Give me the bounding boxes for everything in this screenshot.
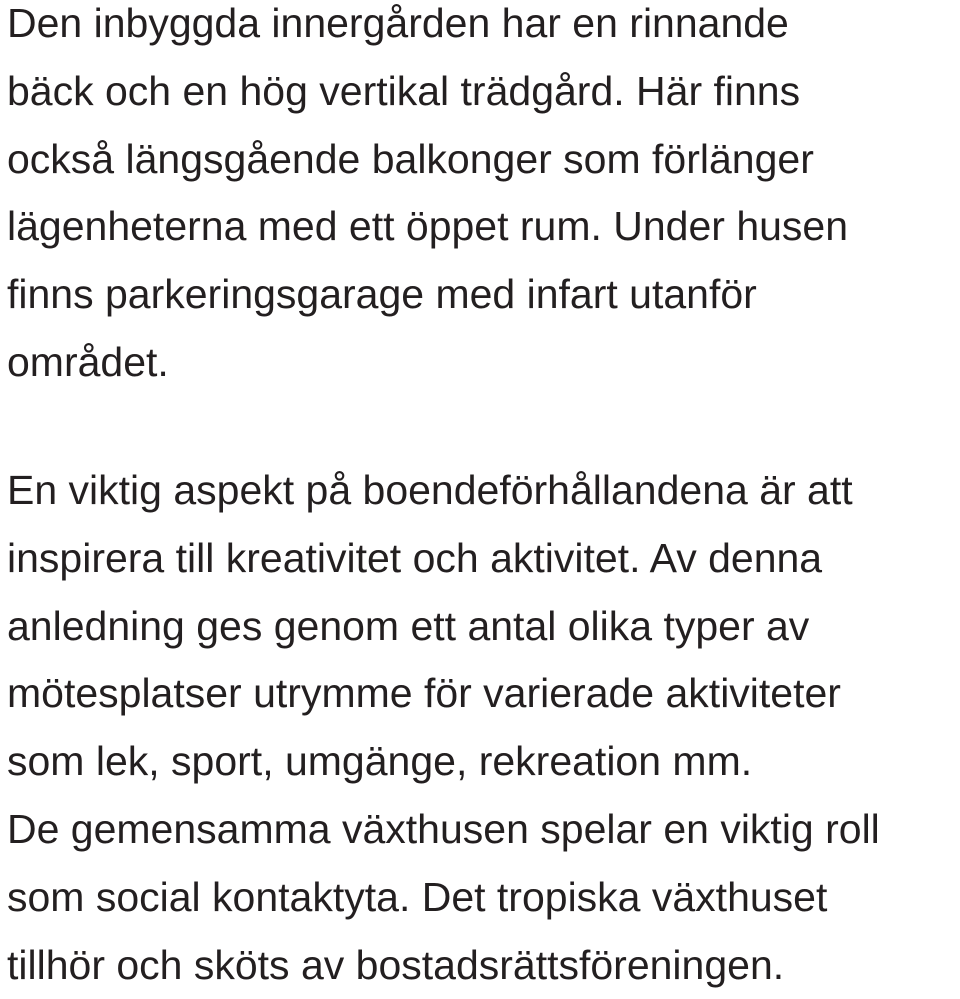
text-line: också längsgående balkonger som förlänger <box>7 135 814 182</box>
text-line: inspirera till kreativitet och aktivitet. Av denna <box>7 534 823 581</box>
text-line: Den inbyggda innergården har en rinnande <box>7 0 789 46</box>
text-line: anledning ges genom ett antal olika typer av <box>7 602 810 649</box>
text-line: En viktig aspekt på boendeförhållandena är att <box>7 467 853 513</box>
paragraph-courtyard <box>7 0 957 397</box>
text-line: lägenheterna med ett öppet rum. Under husen <box>7 203 849 250</box>
text-line: De gemensamma växthusen spelar en viktig roll <box>7 805 880 852</box>
paragraph-meeting-places <box>7 457 957 999</box>
text-line: bäck och en hög vertikal trädgård. Här finns <box>7 67 801 114</box>
text-line: mötesplatser utrymme för varierade aktiviteter <box>7 670 841 717</box>
text-line: som social kontaktyta. Det tropiska växthuset <box>7 873 828 920</box>
text-line: som lek, sport, umgänge, rekreation mm. <box>7 738 753 785</box>
text-line: finns parkeringsgarage med infart utanför <box>7 271 757 318</box>
text-line: tillhör och sköts av bostadsrättsföreningen. <box>7 941 785 988</box>
text-line: området. <box>7 338 169 385</box>
